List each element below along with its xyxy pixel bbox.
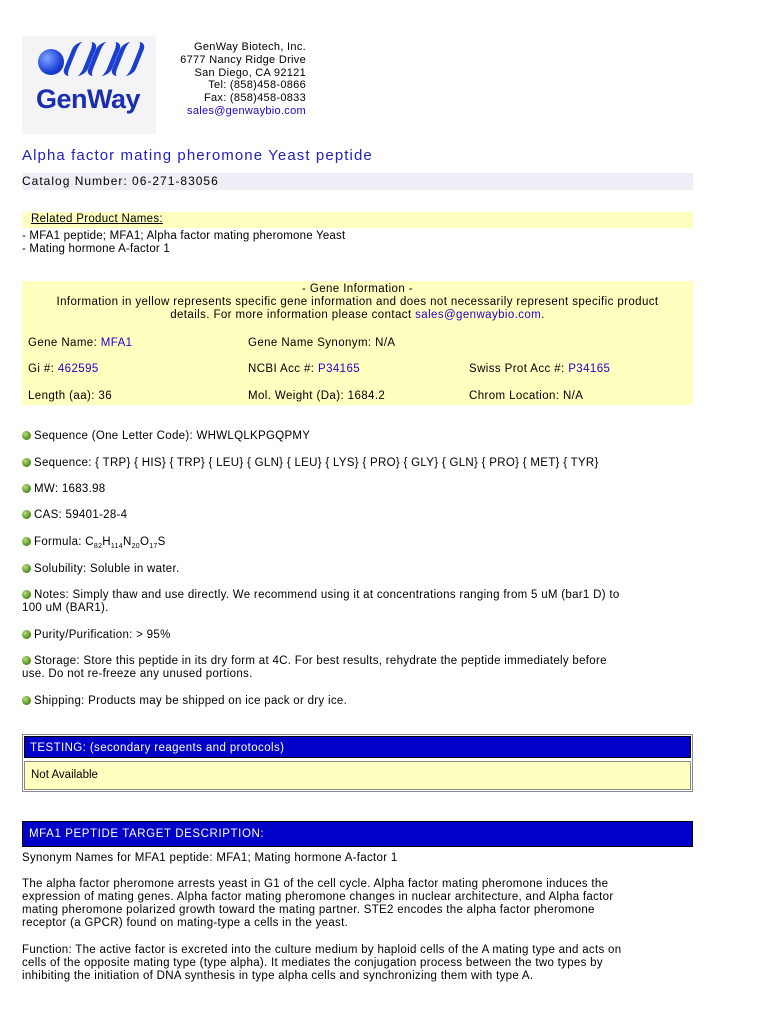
gene-name [28, 337, 132, 349]
swiss-label: Swiss Prot Acc #: [469, 363, 569, 375]
related-product-line: - Mating hormone A-factor 1 [22, 243, 170, 255]
gene-info-heading: - Gene Information - [302, 283, 413, 295]
spec-sequence-one-letter [22, 430, 694, 443]
gene-name-link[interactable]: MFA1 [100, 337, 133, 349]
bullet-icon [22, 656, 31, 665]
spec-shipping [22, 695, 694, 708]
gi-link[interactable]: 462595 [57, 363, 99, 375]
spec-storage [22, 655, 694, 682]
spec-text: CAS: 59401-28-4 [34, 509, 128, 521]
company-name: GenWay Biotech, Inc. [194, 41, 306, 53]
genway-logo [22, 36, 156, 134]
gene-synonym: Gene Name Synonym: N/A [248, 337, 396, 349]
swissprot-accession [469, 363, 610, 375]
spec-text: Formula: [34, 536, 86, 548]
spec-formula [22, 536, 694, 553]
testing-header: TESTING: (secondary reagents and protocols) [24, 736, 691, 758]
gene-info-note: Information in yellow represents specific gene information and does not necessarily represent specific product [56, 296, 659, 308]
gene-name-label: Gene Name: [28, 337, 101, 349]
bullet-icon [22, 510, 31, 519]
testing-body: Not Available [24, 761, 691, 790]
formula-element: H [102, 536, 111, 548]
gene-info-note-end: . [541, 309, 545, 321]
formula-subscript: 17 [149, 543, 158, 550]
paragraph-line: Function: The active factor is excreted into the culture medium by haploid cells of the A mating type and acts on [22, 944, 622, 956]
ncbi-link[interactable]: P34165 [318, 363, 361, 375]
spec-text: Shipping: Products may be shipped on ice pack or dry ice. [34, 695, 348, 707]
address-line-2: San Diego, CA 92121 [194, 66, 306, 79]
address-line-1: 6777 Nancy Ridge Drive [180, 53, 306, 66]
formula-element: N [122, 536, 132, 548]
chrom-location: Chrom Location: N/A [469, 390, 584, 402]
spec-text: use. Do not re-freeze any unused portions. [22, 668, 253, 681]
formula-element: C [85, 536, 94, 548]
spec-text: Notes: Simply thaw and use directly. We recommend using it at concentrations ranging from 5 uM (bar1 D) to [34, 589, 620, 601]
related-products-header [22, 212, 693, 228]
paragraph-line: cells of the opposite mating type (type alpha). It mediates the conjugation process between the two types by [22, 957, 603, 969]
fax: Fax: (858)458-0833 [203, 92, 306, 105]
bullet-icon [22, 590, 31, 599]
bullet-icon [22, 630, 31, 639]
bullet-icon [22, 431, 31, 440]
contact-email-link[interactable]: sales@genwaybio.com [415, 309, 542, 321]
bullet-icon [22, 696, 31, 705]
paragraph-line: receptor (a GPCR) found on mating-type a cells in the yeast. [22, 917, 349, 929]
spec-text: MW: 1683.98 [34, 483, 106, 495]
gene-information-box [22, 281, 693, 405]
paragraph-line: The alpha factor pheromone arrests yeast in G1 of the cell cycle. Alpha factor mating pheromone induces the [22, 878, 609, 890]
phone: Tel: (858)458-0866 [208, 79, 306, 92]
company-address [150, 41, 306, 118]
spec-text: Sequence: { TRP} { HIS} { TRP} { LEU} { GLN} { LEU} { LYS} { PRO} { GLY} { GLN} { PRO} { MET} { TYR} [34, 457, 599, 469]
bullet-icon [22, 564, 31, 573]
gi-number [28, 363, 99, 375]
related-products-heading: Related Product Names: [31, 213, 163, 225]
paragraph-line: inhibiting the initiation of DNA synthesis in type alpha cells and synchronizing them with type A. [22, 970, 534, 982]
spec-text: Sequence (One Letter Code): WHWLQLKPGQPMY [34, 430, 311, 442]
description-paragraph [22, 878, 694, 930]
spec-notes [22, 589, 694, 616]
paragraph-line: expression of mating genes. Alpha factor mating pheromone changes in nuclear architecture, and Alpha factor [22, 891, 614, 903]
testing-box [22, 734, 693, 792]
spec-cas [22, 509, 694, 522]
product-title: Alpha factor mating pheromone Yeast peptide [22, 147, 373, 164]
bullet-icon [22, 458, 31, 467]
bullet-icon [22, 537, 31, 546]
formula-subscript: 82 [93, 543, 103, 550]
email-link[interactable]: sales@genwaybio.com [187, 104, 306, 117]
paragraph-line: mating pheromone polarized growth toward the mating partner. STE2 encodes the alpha factor pheromone [22, 904, 595, 916]
mol-weight: Mol. Weight (Da): 1684.2 [248, 390, 386, 402]
gi-label: Gi #: [28, 363, 58, 375]
spec-text: 100 uM (BAR1). [22, 602, 109, 615]
function-paragraph [22, 944, 694, 983]
formula-element: S [157, 536, 166, 548]
globe-icon [38, 49, 64, 75]
formula-element: O [139, 536, 150, 548]
gene-info-note [22, 309, 693, 321]
target-description-header: MFA1 PEPTIDE TARGET DESCRIPTION: [22, 821, 693, 847]
formula-subscript: 20 [131, 543, 140, 550]
gene-info-note-text: details. For more information please contact [170, 309, 416, 321]
spec-text: Solubility: Soluble in water. [34, 563, 180, 575]
spec-sequence [22, 457, 694, 470]
spec-text: Purity/Purification: > 95% [34, 629, 171, 641]
logo-wordmark: GenWay [36, 84, 141, 114]
swissprot-link[interactable]: P34165 [568, 363, 611, 375]
ncbi-label: NCBI Acc #: [248, 363, 318, 375]
related-product-line: - MFA1 peptide; MFA1; Alpha factor mating pheromone Yeast [22, 230, 346, 242]
bullet-icon [22, 484, 31, 493]
spec-mw [22, 483, 694, 496]
spec-solubility [22, 563, 694, 576]
catalog-number: Catalog Number: 06-271-83056 [22, 173, 693, 190]
length: Length (aa): 36 [28, 390, 113, 402]
spec-purity [22, 629, 694, 642]
spec-text: Storage: Store this peptide in its dry form at 4C. For best results, rehydrate the peptide immediately before [34, 655, 607, 667]
formula-subscript: 114 [110, 543, 123, 550]
ncbi-accession [248, 363, 360, 375]
synonym-names: Synonym Names for MFA1 peptide: MFA1; Mating hormone A-factor 1 [22, 852, 398, 864]
